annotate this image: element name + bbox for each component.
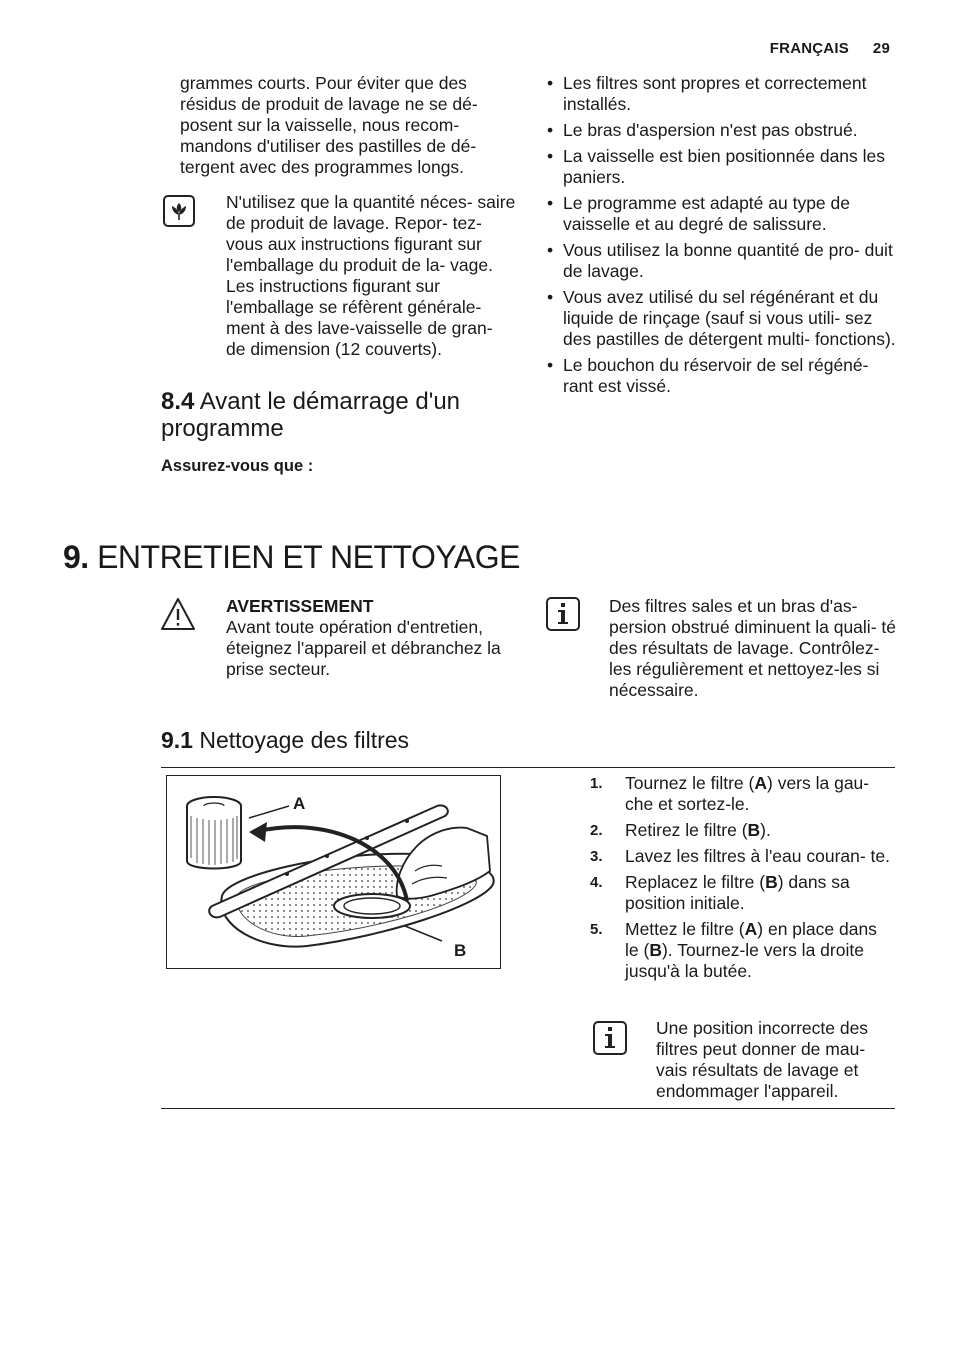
step-text: ). bbox=[760, 820, 771, 840]
section-8-4-title: Avant le démarrage d'un programme bbox=[161, 388, 461, 442]
step-text: ) dans sa position initiale. bbox=[625, 872, 850, 913]
steps-list bbox=[590, 773, 890, 987]
section-9-1-heading bbox=[161, 727, 409, 754]
step-number: 2. bbox=[590, 822, 603, 839]
step-text: Retirez le filtre ( bbox=[625, 820, 748, 840]
warning-text: Avant toute opération d'entretien, éteignez l'appareil et débranchez la prise secteur. bbox=[226, 617, 501, 679]
filter-info-note: Une position incorrecte des filtres peut donner de mau- vais résultats de lavage et endommager l'appareil. bbox=[656, 1018, 869, 1101]
eco-icon bbox=[163, 195, 195, 227]
step-text: ) vers la gau- che et sortez-le. bbox=[625, 773, 870, 814]
step-text: Mettez le filtre ( bbox=[625, 919, 745, 939]
bottom-divider bbox=[161, 1108, 895, 1109]
info-icon bbox=[593, 1021, 627, 1055]
page-header bbox=[770, 38, 890, 59]
page-number: 29 bbox=[872, 40, 890, 57]
list-item: • Le bras d'aspersion n'est pas obstrué. bbox=[545, 120, 897, 141]
filter-illustration bbox=[167, 776, 500, 968]
step-item bbox=[590, 872, 890, 914]
checklist bbox=[545, 73, 897, 402]
header-language: FRANÇAIS bbox=[769, 40, 849, 57]
filter-figure bbox=[166, 775, 501, 969]
step-item bbox=[590, 773, 890, 815]
step-key: B bbox=[765, 872, 778, 892]
chapter-heading bbox=[63, 539, 520, 575]
step-item bbox=[590, 919, 890, 982]
step-item bbox=[590, 820, 890, 841]
warning-title: AVERTISSEMENT bbox=[226, 596, 374, 616]
figure-label-a: A bbox=[293, 794, 306, 813]
list-item: • Vous utilisez la bonne quantité de pro- duit de lavage. bbox=[545, 240, 897, 282]
eco-note-text: N'utilisez que la quantité néces- saire de produit de lavage. Repor- tez-vous aux instructions figurant sur l'emballage du produit de la- vage. Les instructions figurant sur l'emballage se réfèrent générale- ment à des lave-vaisselle de gran- de dimension (12 couverts). bbox=[226, 192, 516, 359]
step-key: A bbox=[744, 919, 758, 939]
step-text: Replacez le filtre ( bbox=[625, 872, 766, 892]
step-number: 3. bbox=[590, 848, 603, 865]
figure-label-b: B bbox=[454, 941, 467, 960]
list-item: • Le bouchon du réservoir de sel régéné- rant est vissé. bbox=[545, 355, 897, 397]
intro-paragraph: grammes courts. Pour éviter que des résidus de produit de lavage ne se dé- posent sur la vaisselle, nous recom- mandons d'utiliser des pastilles de dé- tergent avec des programmes longs. bbox=[180, 73, 478, 177]
step-text: Lavez les filtres à l'eau couran- te. bbox=[625, 846, 891, 866]
chapter-number: 9. bbox=[63, 539, 89, 575]
step-number: 4. bbox=[590, 874, 603, 891]
step-key: A bbox=[754, 773, 767, 793]
step-text: Tournez le filtre ( bbox=[625, 773, 755, 793]
section-8-4-lead: Assurez-vous que : bbox=[161, 457, 314, 475]
section-8-4-heading bbox=[161, 388, 501, 442]
warning-block bbox=[226, 596, 516, 680]
list-item: • Les filtres sont propres et correctement installés. bbox=[545, 73, 897, 115]
step-text: ). Tournez-le vers la droite jusqu'à la butée. bbox=[625, 940, 864, 981]
step-text: ) en place dans le ( bbox=[625, 919, 877, 960]
step-item bbox=[590, 846, 890, 867]
list-item: • Le programme est adapté au type de vaisselle et au degré de salissure. bbox=[545, 193, 897, 235]
warning-icon bbox=[160, 596, 196, 637]
info-note-text: Des filtres sales et un bras d'as- persion obstrué diminuent la quali- té des résultats de lavage. Contrôlez-les régulièrement et nettoyez-les si nécessaire. bbox=[609, 596, 896, 700]
section-9-1-number: 9.1 bbox=[161, 727, 193, 753]
step-number: 5. bbox=[590, 921, 603, 938]
info-icon bbox=[546, 597, 580, 631]
list-item: • Vous avez utilisé du sel régénérant et du liquide de rinçage (sauf si vous utili- sez des pastilles de détergent multi- fonctions). bbox=[545, 287, 897, 350]
section-9-1-title: Nettoyage des filtres bbox=[199, 727, 410, 753]
step-key: B bbox=[747, 820, 761, 840]
list-item: • La vaisselle est bien positionnée dans les paniers. bbox=[545, 146, 897, 188]
step-key: B bbox=[649, 940, 662, 960]
section-8-4-number: 8.4 bbox=[161, 388, 195, 415]
step-number: 1. bbox=[590, 775, 603, 792]
top-divider bbox=[161, 767, 895, 768]
chapter-title: ENTRETIEN ET NETTOYAGE bbox=[97, 539, 520, 575]
